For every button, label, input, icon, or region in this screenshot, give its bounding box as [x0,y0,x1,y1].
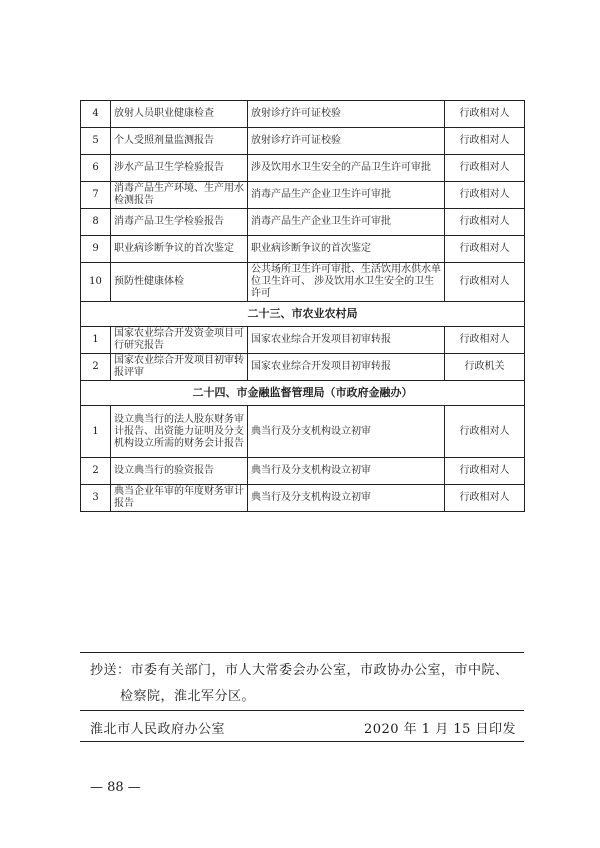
row-number: 9 [81,236,111,263]
table-row [81,406,525,458]
issuer-name: 淮北市人民政府办公室 [90,722,226,737]
matter-name: 设立典当行的验资报告 [111,458,248,485]
certification-matter: 消毒产品生产企业卫生许可审批 [248,209,445,236]
row-number: 1 [81,406,111,458]
certifying-subject: 行政相对人 [445,236,525,263]
table-row [81,236,525,263]
cc-bottom-rule [80,710,524,711]
row-number: 10 [81,263,111,302]
certification-matter: 公共场所卫生许可审批、生活饮用水供水单位卫生许可、 涉及饮用水卫生安全的卫生许可 [248,263,445,302]
certification-matter: 放射诊疗许可证校验 [248,101,445,128]
row-number: 8 [81,209,111,236]
certification-matter: 国家农业综合开发项目初审转报 [248,354,445,381]
certifying-subject: 行政机关 [445,354,525,381]
section-title: 二十三、市农业农村局 [81,302,525,327]
matter-name: 消毒产品生产环境、生产用水检测报告 [111,182,248,209]
cc-line-2: 检察院，淮北军分区。 [120,689,256,704]
certification-matter: 典当行及分支机构设立初审 [248,485,445,512]
matter-name: 国家农业综合开发资金项目可行研究报告 [111,327,248,354]
certification-matter: 消毒产品生产企业卫生许可审批 [248,182,445,209]
certifying-subject: 行政相对人 [445,101,525,128]
table-body [81,101,525,512]
table-row [81,209,525,236]
matter-name: 放射人员职业健康检查 [111,101,248,128]
certifying-subject: 行政相对人 [445,327,525,354]
section-header [81,381,525,406]
cc-line-1: 抄送：市委有关部门，市人大常委会办公室，市政协办公室，市中院、 [90,663,509,678]
certification-matter: 典当行及分支机构设立初审 [248,406,445,458]
row-number: 6 [81,155,111,182]
cc-list [90,658,509,710]
table-row [81,101,525,128]
certifying-subject: 行政相对人 [445,128,525,155]
certification-matters-table [80,100,525,512]
matter-name: 预防性健康体检 [111,263,248,302]
matter-name: 典当企业年审的年度财务审计报告 [111,485,248,512]
section-title: 二十四、市金融监督管理局（市政府金融办） [81,381,525,406]
table-row [81,128,525,155]
certification-matter: 放射诊疗许可证校验 [248,128,445,155]
table-row [81,485,525,512]
row-number: 5 [81,128,111,155]
page-number: — 88 — [90,780,141,795]
row-number: 3 [81,485,111,512]
certifying-subject: 行政相对人 [445,458,525,485]
table-row [81,354,525,381]
row-number: 2 [81,458,111,485]
certifying-subject: 行政相对人 [445,406,525,458]
issuer-bottom-rule [80,741,524,742]
certifying-subject: 行政相对人 [445,263,525,302]
row-number: 4 [81,101,111,128]
table-row [81,182,525,209]
cc-top-rule [80,652,524,653]
certification-matter: 职业病诊断争议的首次鉴定 [248,236,445,263]
section-header [81,302,525,327]
matter-name: 设立典当行的法人股东财务审计报告、出资能力证明及分支机构设立所需的财务会计报告 [111,406,248,458]
matter-name: 个人受照剂量监测报告 [111,128,248,155]
row-number: 2 [81,354,111,381]
table-row [81,263,525,302]
certifying-subject: 行政相对人 [445,209,525,236]
matter-name: 职业病诊断争议的首次鉴定 [111,236,248,263]
table-row [81,155,525,182]
issue-date: 2020 年 1 月 15 日印发 [363,722,516,737]
matter-name: 涉水产品卫生学检验报告 [111,155,248,182]
certification-matter: 涉及饮用水卫生安全的产品卫生许可审批 [248,155,445,182]
matter-name: 国家农业综合开发项目初审转报评审 [111,354,248,381]
certification-matter: 典当行及分支机构设立初审 [248,458,445,485]
certifying-subject: 行政相对人 [445,485,525,512]
table-row [81,327,525,354]
certification-matter: 国家农业综合开发项目初审转报 [248,327,445,354]
matter-name: 消毒产品卫生学检验报告 [111,209,248,236]
certifying-subject: 行政相对人 [445,182,525,209]
certifying-subject: 行政相对人 [445,155,525,182]
row-number: 1 [81,327,111,354]
row-number: 7 [81,182,111,209]
table-row [81,458,525,485]
